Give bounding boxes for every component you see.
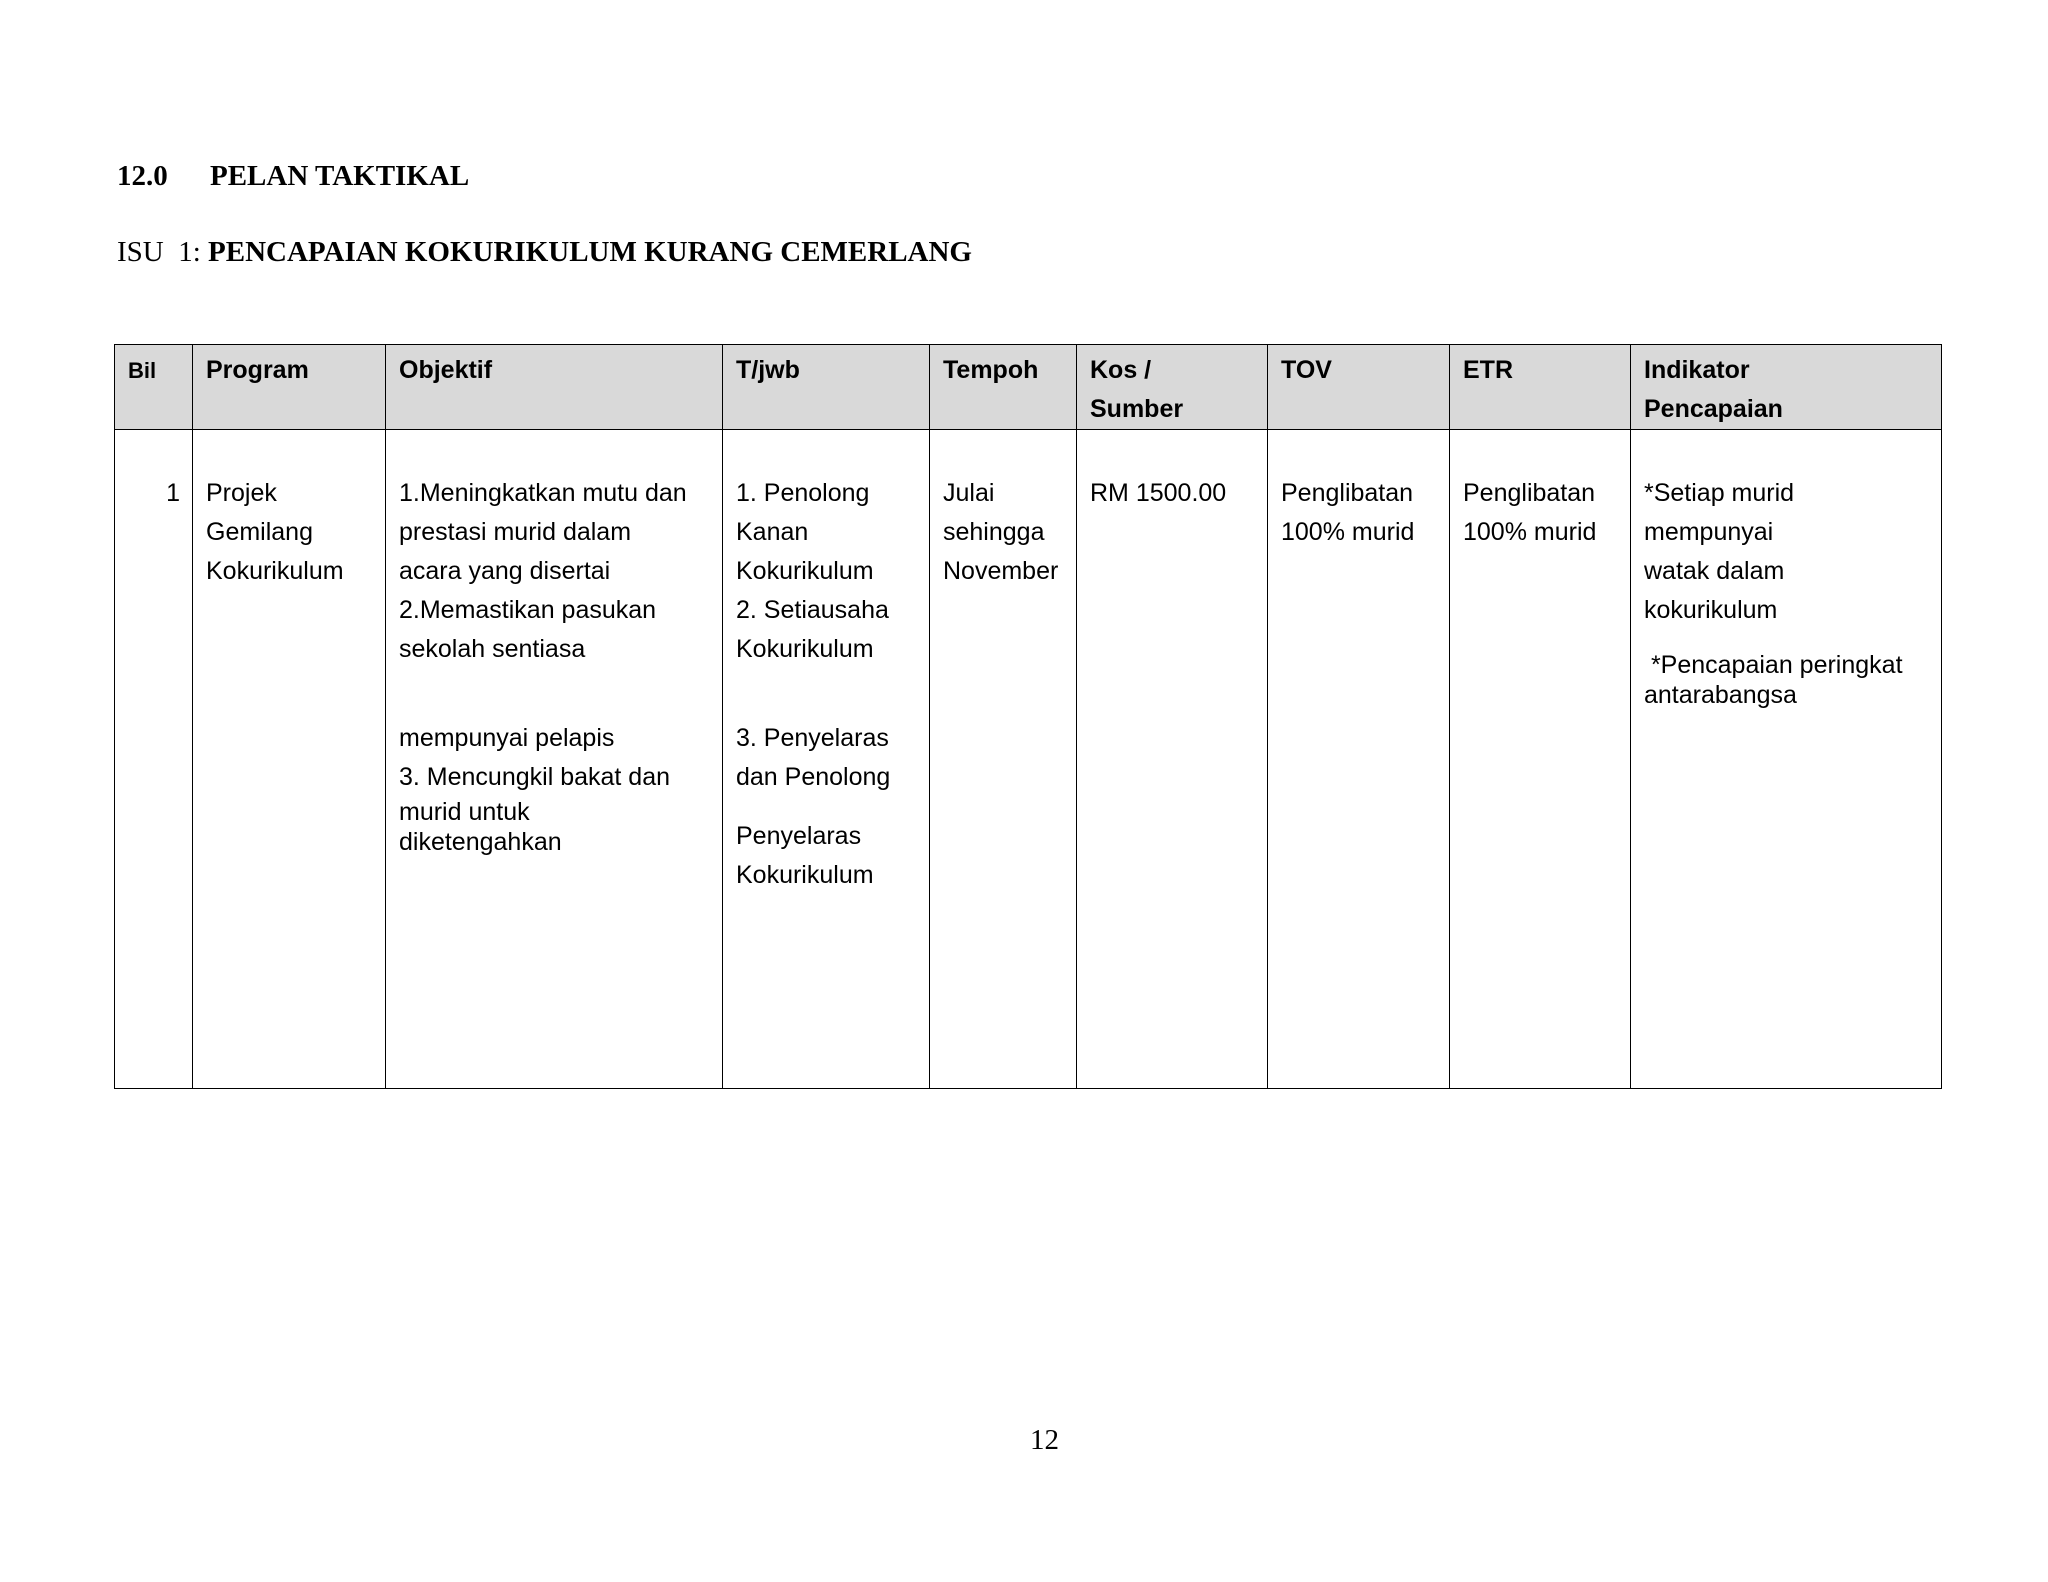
- tempoh-line: November: [943, 557, 1059, 585]
- tov-line: 100% murid: [1281, 518, 1415, 546]
- header-kos: [1077, 345, 1268, 430]
- table-header-row: [115, 345, 1942, 430]
- cell-bil: 1: [115, 430, 193, 1089]
- objektif-line: 2.Memastikan pasukan: [399, 596, 657, 624]
- indikator-line: watak dalam: [1644, 557, 1785, 585]
- cell-tjwb: [723, 430, 930, 1089]
- cell-etr: [1450, 430, 1631, 1089]
- tjwb-line: 2. Setiausaha: [736, 596, 889, 624]
- tjwb-line: Kanan: [736, 518, 809, 546]
- issue-label: ISU 1:: [117, 236, 209, 268]
- header-objektif: Objektif: [386, 345, 723, 430]
- cell-tov: [1268, 430, 1450, 1089]
- objektif-line: 1.Meningkatkan mutu dan: [399, 479, 687, 507]
- tjwb-spacer: [736, 669, 919, 719]
- tjwb-line: Penyelaras: [736, 822, 862, 850]
- section-number: 12.0: [117, 160, 168, 192]
- indikator-line: antarabangsa: [1644, 681, 1797, 709]
- header-kos-line2: Sumber: [1090, 395, 1184, 423]
- tempoh-line: sehingga: [943, 518, 1045, 546]
- objektif-line: 3. Mencungkil bakat dan: [399, 763, 671, 791]
- objektif-line: diketengahkan: [399, 828, 562, 856]
- section-heading: [117, 158, 469, 194]
- cell-kos: [1077, 430, 1268, 1089]
- header-indikator-line2: Pencapaian: [1644, 395, 1783, 423]
- objektif-line: acara yang disertai: [399, 557, 611, 585]
- header-bil: Bil: [115, 345, 193, 430]
- tjwb-line: 3. Penyelaras: [736, 724, 889, 752]
- tjwb-line: Kokurikulum: [736, 861, 874, 889]
- objektif-line: mempunyai pelapis: [399, 724, 615, 752]
- header-program: Program: [193, 345, 386, 430]
- objektif-line: sekolah sentiasa: [399, 635, 586, 663]
- header-tjwb: T/jwb: [723, 345, 930, 430]
- header-etr: ETR: [1450, 345, 1631, 430]
- tjwb-line: dan Penolong: [736, 763, 891, 791]
- indikator-line: *Setiap murid: [1644, 479, 1795, 507]
- cell-tempoh: [930, 430, 1077, 1089]
- etr-line: Penglibatan: [1463, 479, 1596, 507]
- indikator-line: kokurikulum: [1644, 596, 1778, 624]
- header-indikator-line1: Indikator: [1644, 356, 1750, 384]
- indikator-line: *Pencapaian peringkat: [1644, 651, 1903, 679]
- program-line: Projek: [206, 479, 277, 507]
- header-tov: TOV: [1268, 345, 1450, 430]
- tjwb-spacer: [736, 797, 919, 817]
- program-line: Kokurikulum: [206, 557, 344, 585]
- program-line: Gemilang: [206, 518, 313, 546]
- cell-objektif: [386, 430, 723, 1089]
- tactical-plan-table: [114, 344, 1942, 1089]
- indikator-spacer: [1644, 630, 1931, 650]
- header-indikator: [1631, 345, 1942, 430]
- kos-value: RM 1500.00: [1090, 479, 1227, 507]
- issue-title: PENCAPAIAN KOKURIKULUM KURANG CEMERLANG: [208, 236, 972, 268]
- cell-program: [193, 430, 386, 1089]
- tjwb-line: Kokurikulum: [736, 635, 874, 663]
- objektif-line: prestasi murid dalam: [399, 518, 632, 546]
- etr-line: 100% murid: [1463, 518, 1597, 546]
- tov-line: Penglibatan: [1281, 479, 1414, 507]
- table-row: [115, 430, 1942, 1089]
- indikator-line: mempunyai: [1644, 518, 1774, 546]
- objektif-spacer: [399, 669, 712, 719]
- page-number: 12: [1030, 1424, 1059, 1456]
- issue-heading: [117, 234, 972, 270]
- tjwb-line: Kokurikulum: [736, 557, 874, 585]
- objektif-line: murid untuk: [399, 798, 530, 826]
- header-kos-line1: Kos /: [1090, 356, 1152, 384]
- tempoh-line: Julai: [943, 479, 995, 507]
- header-tempoh: Tempoh: [930, 345, 1077, 430]
- tjwb-line: 1. Penolong: [736, 479, 870, 507]
- section-title: PELAN TAKTIKAL: [210, 160, 470, 192]
- cell-indikator: [1631, 430, 1942, 1089]
